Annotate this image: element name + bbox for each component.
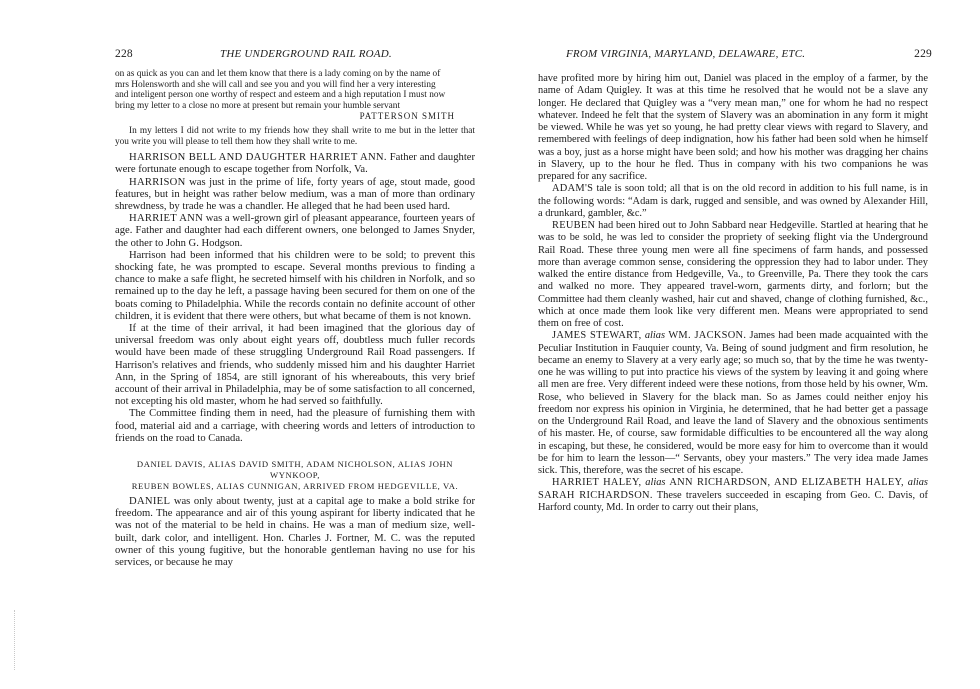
left-running-title: THE UNDERGROUND RAIL ROAD. bbox=[220, 48, 392, 60]
paragraph: REUBEN had been hired out to John Sabbard near Hedgeville. Startled at hearing that he was to be sold, he was led to consider the propriety of seeking flight via the Underground Rail Road. These three young men were all fine specimens of farm hands, and possessed more than average common sense, considering the oppression they had to labor under. They walked the entire distance from Hedgeville, Va., to Greenville, Pa. There they took the cars and walked no more. They appeared travel-worn, garments dirty, and forlorn; but the Committee had them cleanly washed, hair cut and shaved, change of clothing furnished, &c., which at once made them look like very different men. Means were appropriated to send them on free of cost. bbox=[538, 220, 928, 329]
paragraph: HARRISON was just in the prime of life, forty years of age, stout made, good features, but in height was rather below medium, was a man of more than ordinary shrewdness, by trade he was a chandler. He alleged that he had been used hard. bbox=[115, 176, 475, 212]
paragraph-lead: JAMES STEWART, bbox=[552, 330, 642, 342]
letter-signature: PATTERSON SMITH bbox=[359, 111, 455, 122]
left-page-number: 228 bbox=[115, 48, 133, 60]
paragraph-lead: ADAM'S bbox=[552, 183, 594, 195]
letter-excerpt bbox=[115, 69, 475, 147]
paragraph: ADAM'S tale is soon told; all that is on the old record in addition to his full name, is in the following words: “Adam is dark, rugged and sensible, and was owned by Alexander Hill, a drunkard, gambler, &c.” bbox=[538, 183, 928, 219]
right-page bbox=[490, 0, 980, 689]
paragraph: HARRISON BELL AND DAUGHTER HARRIET ANN. Father and daughter were fortunate enough to escape together from Norfolk, Va. bbox=[115, 152, 475, 176]
paragraph-lead: REUBEN bbox=[552, 220, 596, 231]
left-page-body bbox=[115, 69, 475, 569]
paragraph: DANIEL was only about twenty, just at a capital age to make a bold strike for freedom. The appearance and air of this young aspirant for liberty indicated that he was not of the material to be held in chains. He was a man of medium size, well-built, dark color, and intelligent. Hon. Charles J. Fortner, M. C. was the reputed owner of this young fugitive, but the honorable gentleman having no use for his services, or because he may bbox=[115, 496, 475, 569]
paragraph: The Committee finding them in need, had the pleasure of furnishing them with food, material aid and a carriage, with cheering words and letters of introduction to friends on the road to Canada. bbox=[115, 408, 475, 444]
paragraph: have profited more by hiring him out, Daniel was placed in the employ of a farmer, by the name of Adam Quigley. It was at this time he resolved that he would not be a slave any longer. He declared that Quigley was a “very mean man,” one for whom he had no respect whatever. Indeed he felt that the system of Slavery was an abomination in any form it might be viewed. While he was yet so young, he had pretty clear views with regard to Slavery, and remembered with feelings of deep indignation, how his father had been sold when he himself was a boy, just as a horse might have been sold; and how his mother was dragging her chains in Slavery, up to the hour he fled. Thus in company with his two companions he was prepared for any sacrifice. bbox=[538, 73, 928, 182]
right-running-title: FROM VIRGINIA, MARYLAND, DELAWARE, ETC. bbox=[566, 48, 806, 60]
paragraph: HARRIET HALEY, alias ANN RICHARDSON, AND ELIZABETH HALEY, alias SARAH RICHARDSON. These travelers succeeded in escaping from Geo. C. Davis, of Harford county, Md. In order to carry out their plans, bbox=[538, 477, 928, 513]
letter-postscript: In my letters I did not write to my friends how they shall write to me but in the letter that you write you will please to tell them how they shall write to me. bbox=[115, 125, 475, 147]
letter-line: bring my letter to a close no more at present but remain your humble servant bbox=[115, 100, 401, 111]
letter-line: and inteligent person one worthy of respect and esteem and a high reputation I must now bbox=[115, 90, 446, 101]
paragraph-lead: HARRIET ANN bbox=[129, 213, 204, 225]
section-subheading: DANIEL DAVIS, ALIAS DAVID SMITH, ADAM NICHOLSON, ALIAS JOHN WYNKOOP, REUBEN BOWLES, ALIAS CUNNIGAN, ARRIVED FROM HEDGEVILLE, VA. bbox=[131, 459, 459, 492]
paragraph-lead: HARRIET HALEY, bbox=[552, 477, 642, 489]
right-page-header bbox=[536, 48, 932, 62]
left-page-header bbox=[115, 48, 490, 62]
right-page-body bbox=[538, 73, 928, 514]
paragraph: If at the time of their arrival, it had been imagined that the glorious day of universal freedom was only about eight years off, doubtless much fuller records would have been made of these struggling Underground Rail Road passengers. If Harrison's relatives and friends, who suddenly missed him and his daughter Harriet Ann, in the Spring of 1854, are still ignorant of his whereabouts, this very brief account of their arrival in Philadelphia, may be of some satisfaction to all concerned, not excepting his old master, whom he had served so faithfully. bbox=[115, 323, 475, 408]
page-edge-marks bbox=[14, 610, 21, 670]
paragraph: JAMES STEWART, alias WM. JACKSON. James had been made acquainted with the Peculiar Institution in Fauquier county, Va. Being of sound judgment and firm resolution, he became an enemy to Slavery at a very early age; so much so, that by the time he was twenty-one he was willing to put into practice his views of the system by leaving it and going where all men are free. Very different indeed were these notions, from those held by his owner, Wm. Rose, who believed in Slavery for the black man. So as James could neither enjoy his freedom nor express his opinion in Virginia, he determined, that he had better get a passage on the Underground Rail Road, and leave the land of Slavery and the obnoxious sentiments of his master. He, of course, saw formidable difficulties to be encountered all the way along in escaping, but these, he considered, would be more easy for him to overcome than it would be for him to learn the lesson—“ Servants, obey your masters.” The very idea made James sick. This, therefore, was the secret of his escape. bbox=[538, 330, 928, 476]
paragraph: Harrison had been informed that his children were to be sold; to prevent this shocking fate, he was prompted to escape. Several months previous to finding a chance to make a safe flight, he secreted himself with his children in Norfolk, and so remained up to the day he left, a passage having been secured for them on one of the boats coming to Philadelphia. While the records contain no definite account of other children, it is evident that there were others, but what became of them is not known. bbox=[115, 249, 475, 322]
letter-line: mrs Holensworth and she will call and see you and you will find her a very interesting bbox=[115, 79, 436, 90]
right-page-number: 229 bbox=[914, 48, 932, 60]
paragraph: HARRIET ANN was a well-grown girl of pleasant appearance, fourteen years of age. Father and daughter had each different owners, one belonged to James Snyder, the other to John G. Hodgson. bbox=[115, 213, 475, 249]
paragraph-lead: DANIEL bbox=[129, 496, 171, 508]
letter-line: on as quick as you can and let them know that there is a lady coming on by the name of bbox=[115, 69, 441, 79]
paragraph-lead: HARRISON bbox=[129, 176, 186, 188]
paragraph-lead: HARRISON BELL AND DAUGHTER HARRIET ANN. bbox=[129, 152, 387, 164]
